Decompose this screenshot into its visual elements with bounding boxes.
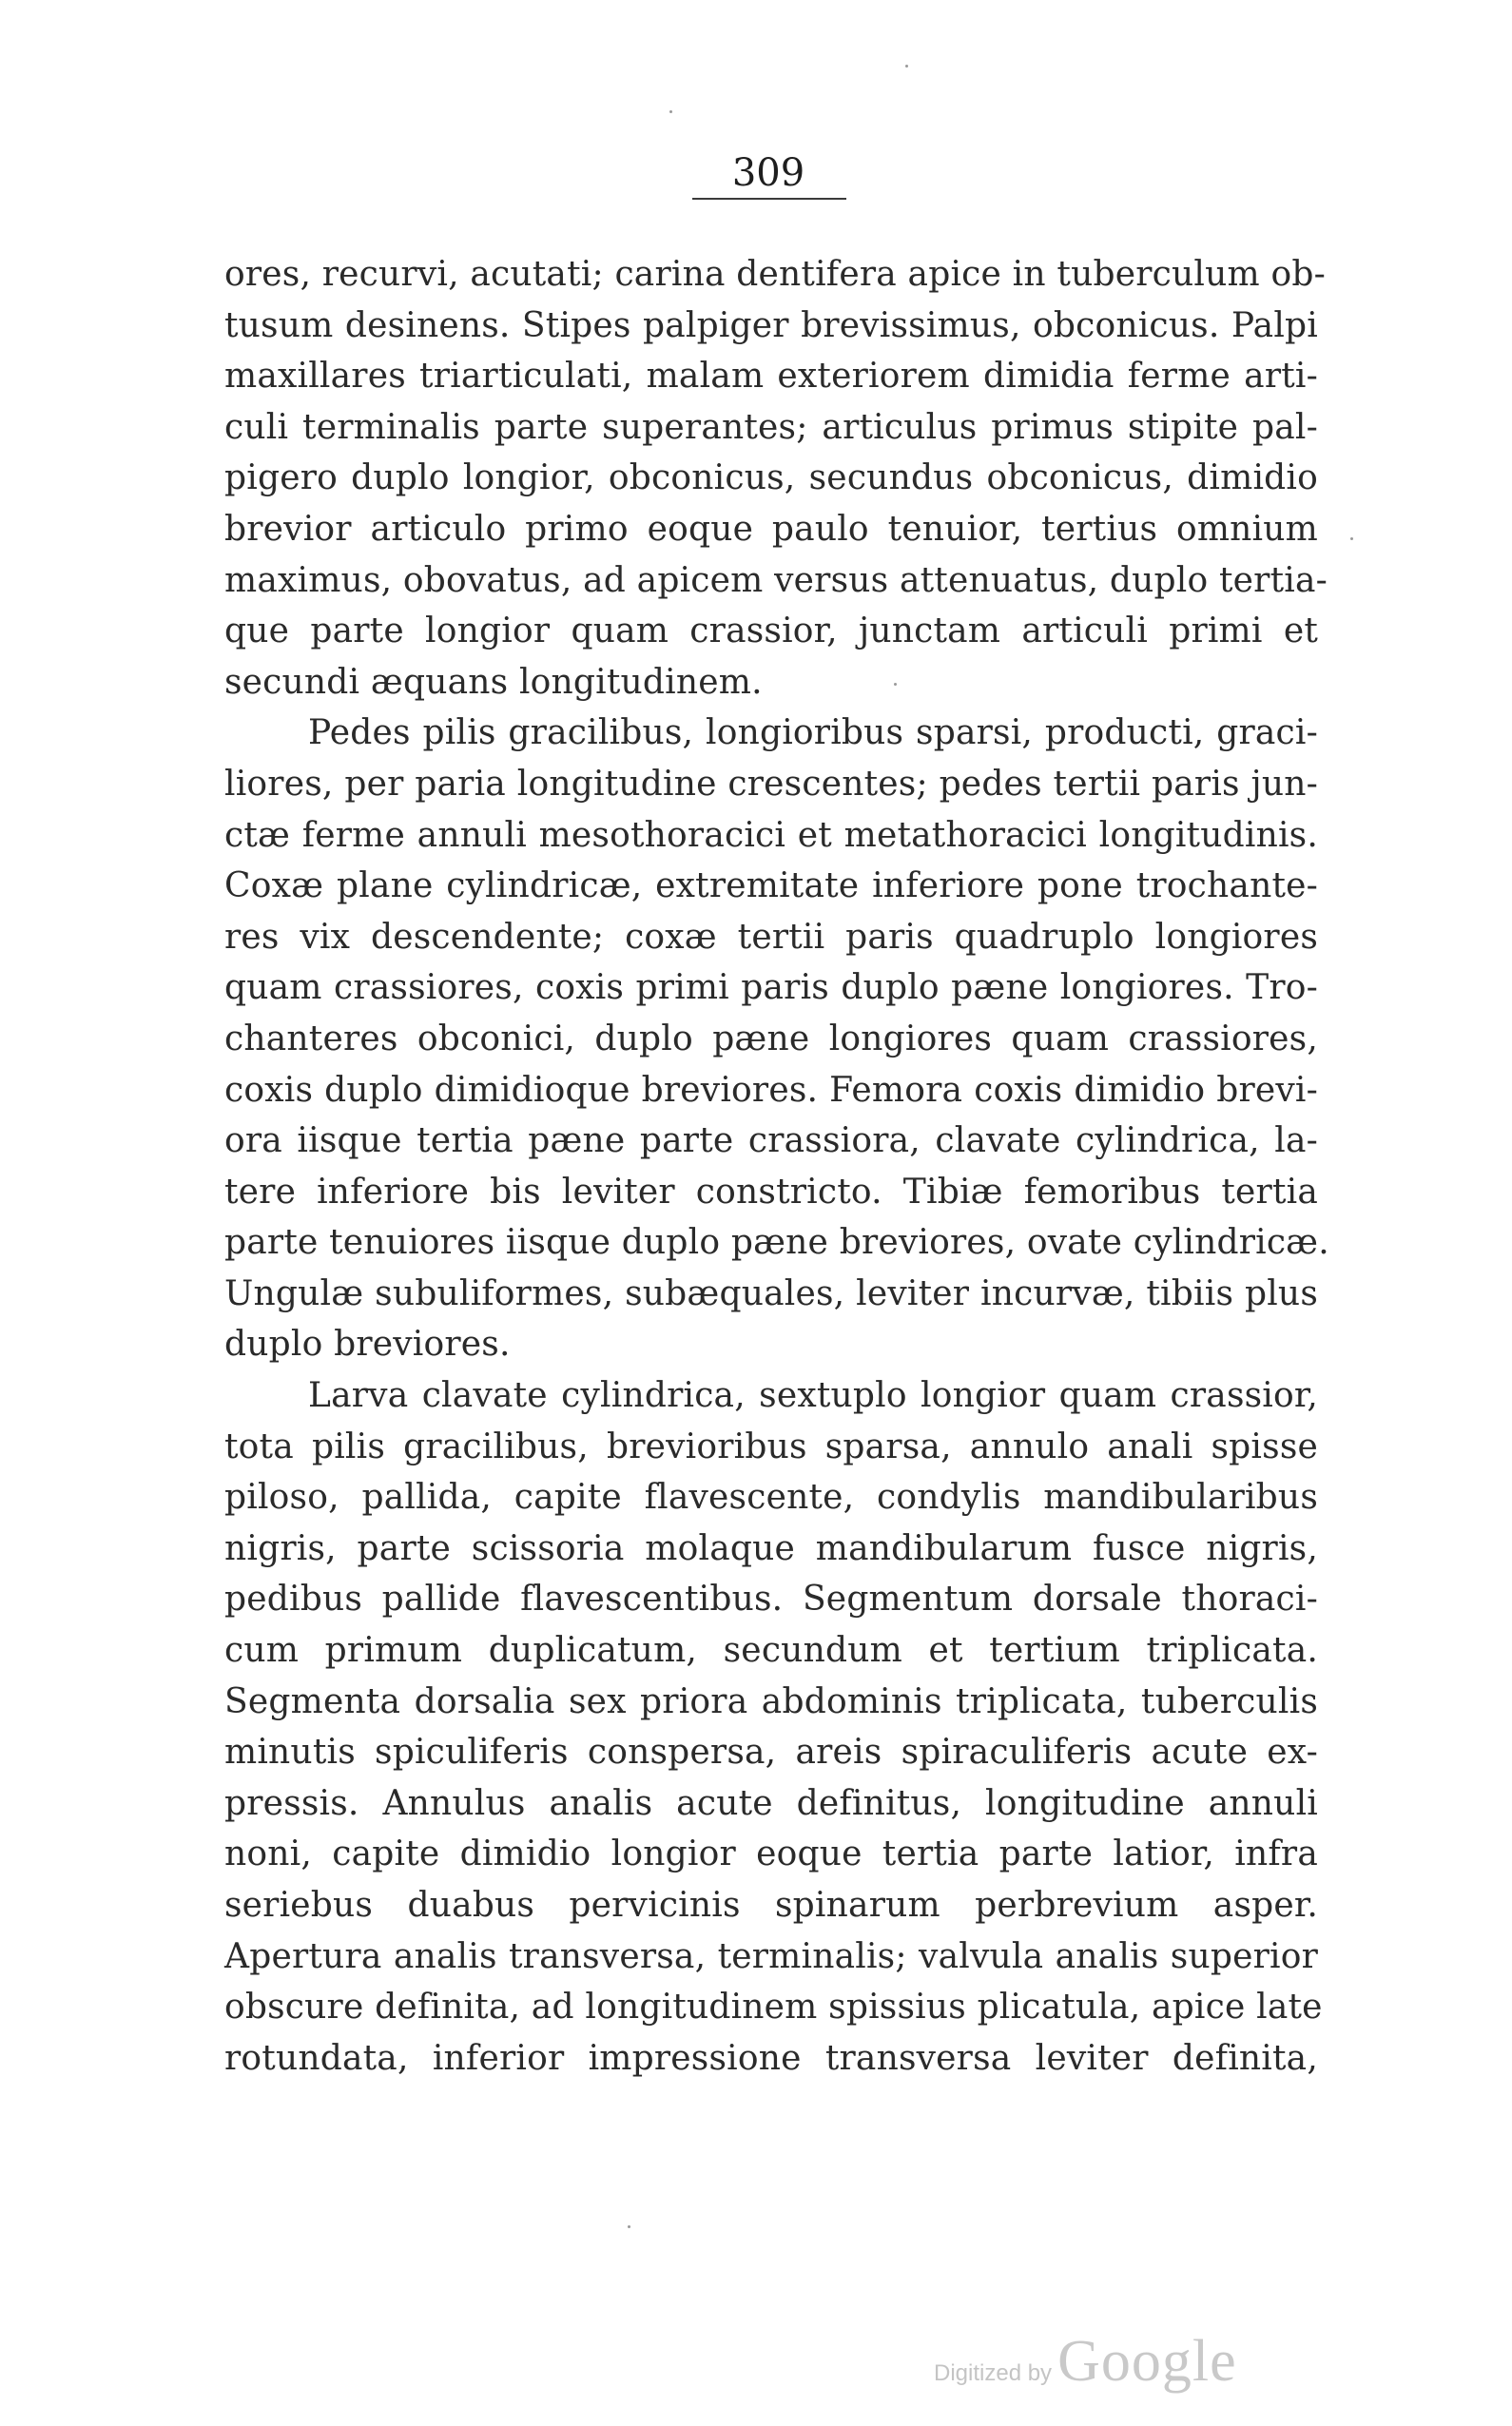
text-line: Segmenta dorsalia sex priora abdominis triplicata, tuberculis (224, 1681, 1318, 1721)
text-line: parte tenuiores iisque duplo pæne breviores, ovate cylindricæ. (224, 1223, 1329, 1263)
text-line: liores, per paria longitudine crescentes; pedes tertii paris jun- (224, 764, 1318, 804)
scan-speck (905, 65, 908, 68)
text-line: obscure definita, ad longitudinem spissius plicatula, apice late (224, 1988, 1323, 2028)
watermark-prefix: Digitized by (934, 2360, 1053, 2386)
text-line: piloso, pallida, capite flavescente, condylis mandibularibus (224, 1478, 1318, 1518)
text-line: culi terminalis parte superantes; articulus primus stipite pal- (224, 407, 1318, 447)
scan-speck (894, 683, 897, 686)
text-line: coxis duplo dimidioque breviores. Femora coxis dimidio brevi- (224, 1070, 1318, 1110)
text-line: tota pilis gracilibus, brevioribus sparsa, annulo anali spisse (224, 1426, 1318, 1466)
digitized-by-google-watermark (934, 2328, 1237, 2394)
text-line: minutis spiculiferis conspersa, areis spiraculiferis acute ex- (224, 1733, 1318, 1773)
text-line: pedibus pallide flavescentibus. Segmentum dorsale thoraci- (224, 1580, 1318, 1620)
text-line: maximus, obovatus, ad apicem versus attenuatus, duplo tertia- (224, 560, 1328, 600)
text-line: ctæ ferme annuli mesothoracici et metathoracici longitudinis. (224, 815, 1318, 855)
text-line: tusum desinens. Stipes palpiger brevissimus, obconicus. Palpi (224, 305, 1318, 345)
text-line: rotundata, inferior impressione transversa leviter definita, (224, 2038, 1318, 2078)
paragraph-start-line: Pedes pilis gracilibus, longioribus sparsi, producti, graci- (308, 713, 1318, 753)
text-line: seriebus duabus pervicinis spinarum perbrevium asper. (224, 1886, 1318, 1925)
text-line: nigris, parte scissoria molaque mandibularum fusce nigris, (224, 1528, 1318, 1568)
page-number-underline (692, 198, 846, 200)
text-line: que parte longior quam crassior, junctam articuli primi et (224, 611, 1318, 651)
scan-speck (1350, 537, 1353, 540)
text-line: brevior articulo primo eoque paulo tenuior, tertius omnium (224, 509, 1318, 549)
text-line: ores, recurvi, acutati; carina dentifera apice in tuberculum ob- (224, 255, 1326, 294)
paragraph-start-line: Larva clavate cylindrica, sextuplo longior quam crassior, (308, 1376, 1318, 1416)
scan-speck (669, 110, 672, 113)
text-line: res vix descendente; coxæ tertii paris quadruplo longiores (224, 917, 1318, 957)
body-text (224, 249, 1329, 2084)
text-line: duplo breviores. (224, 1325, 511, 1365)
text-line: maxillares triarticulati, malam exteriorem dimidia ferme arti- (224, 357, 1318, 397)
text-line: pressis. Annulus analis acute definitus, longitudine annuli (224, 1783, 1318, 1823)
page-number: 309 (731, 151, 805, 195)
text-line: Apertura analis transversa, terminalis; valvula analis superior (224, 1936, 1318, 1976)
text-line: quam crassiores, coxis primi paris duplo pæne longiores. Tro- (224, 968, 1318, 1008)
text-line: secundi æquans longitudinem. (224, 662, 763, 702)
text-line: ora iisque tertia pæne parte crassiora, clavate cylindrica, la- (224, 1121, 1318, 1161)
text-line: Ungulæ subuliformes, subæquales, leviter incurvæ, tibiis plus (224, 1273, 1318, 1313)
text-line: tere inferiore bis leviter constricto. Tibiæ femoribus tertia (224, 1172, 1318, 1212)
scan-speck (628, 2225, 630, 2228)
text-line: cum primum duplicatum, secundum et tertium triplicata. (224, 1631, 1318, 1671)
text-line: pigero duplo longior, obconicus, secundus obconicus, dimidio (224, 458, 1318, 498)
text-line: Coxæ plane cylindricæ, extremitate inferiore pone trochante- (224, 866, 1318, 906)
text-line: chanteres obconici, duplo pæne longiores quam crassiores, (224, 1019, 1318, 1058)
google-logo: Google (1057, 2329, 1237, 2394)
text-line: noni, capite dimidio longior eoque tertia parte latior, infra (224, 1834, 1318, 1874)
